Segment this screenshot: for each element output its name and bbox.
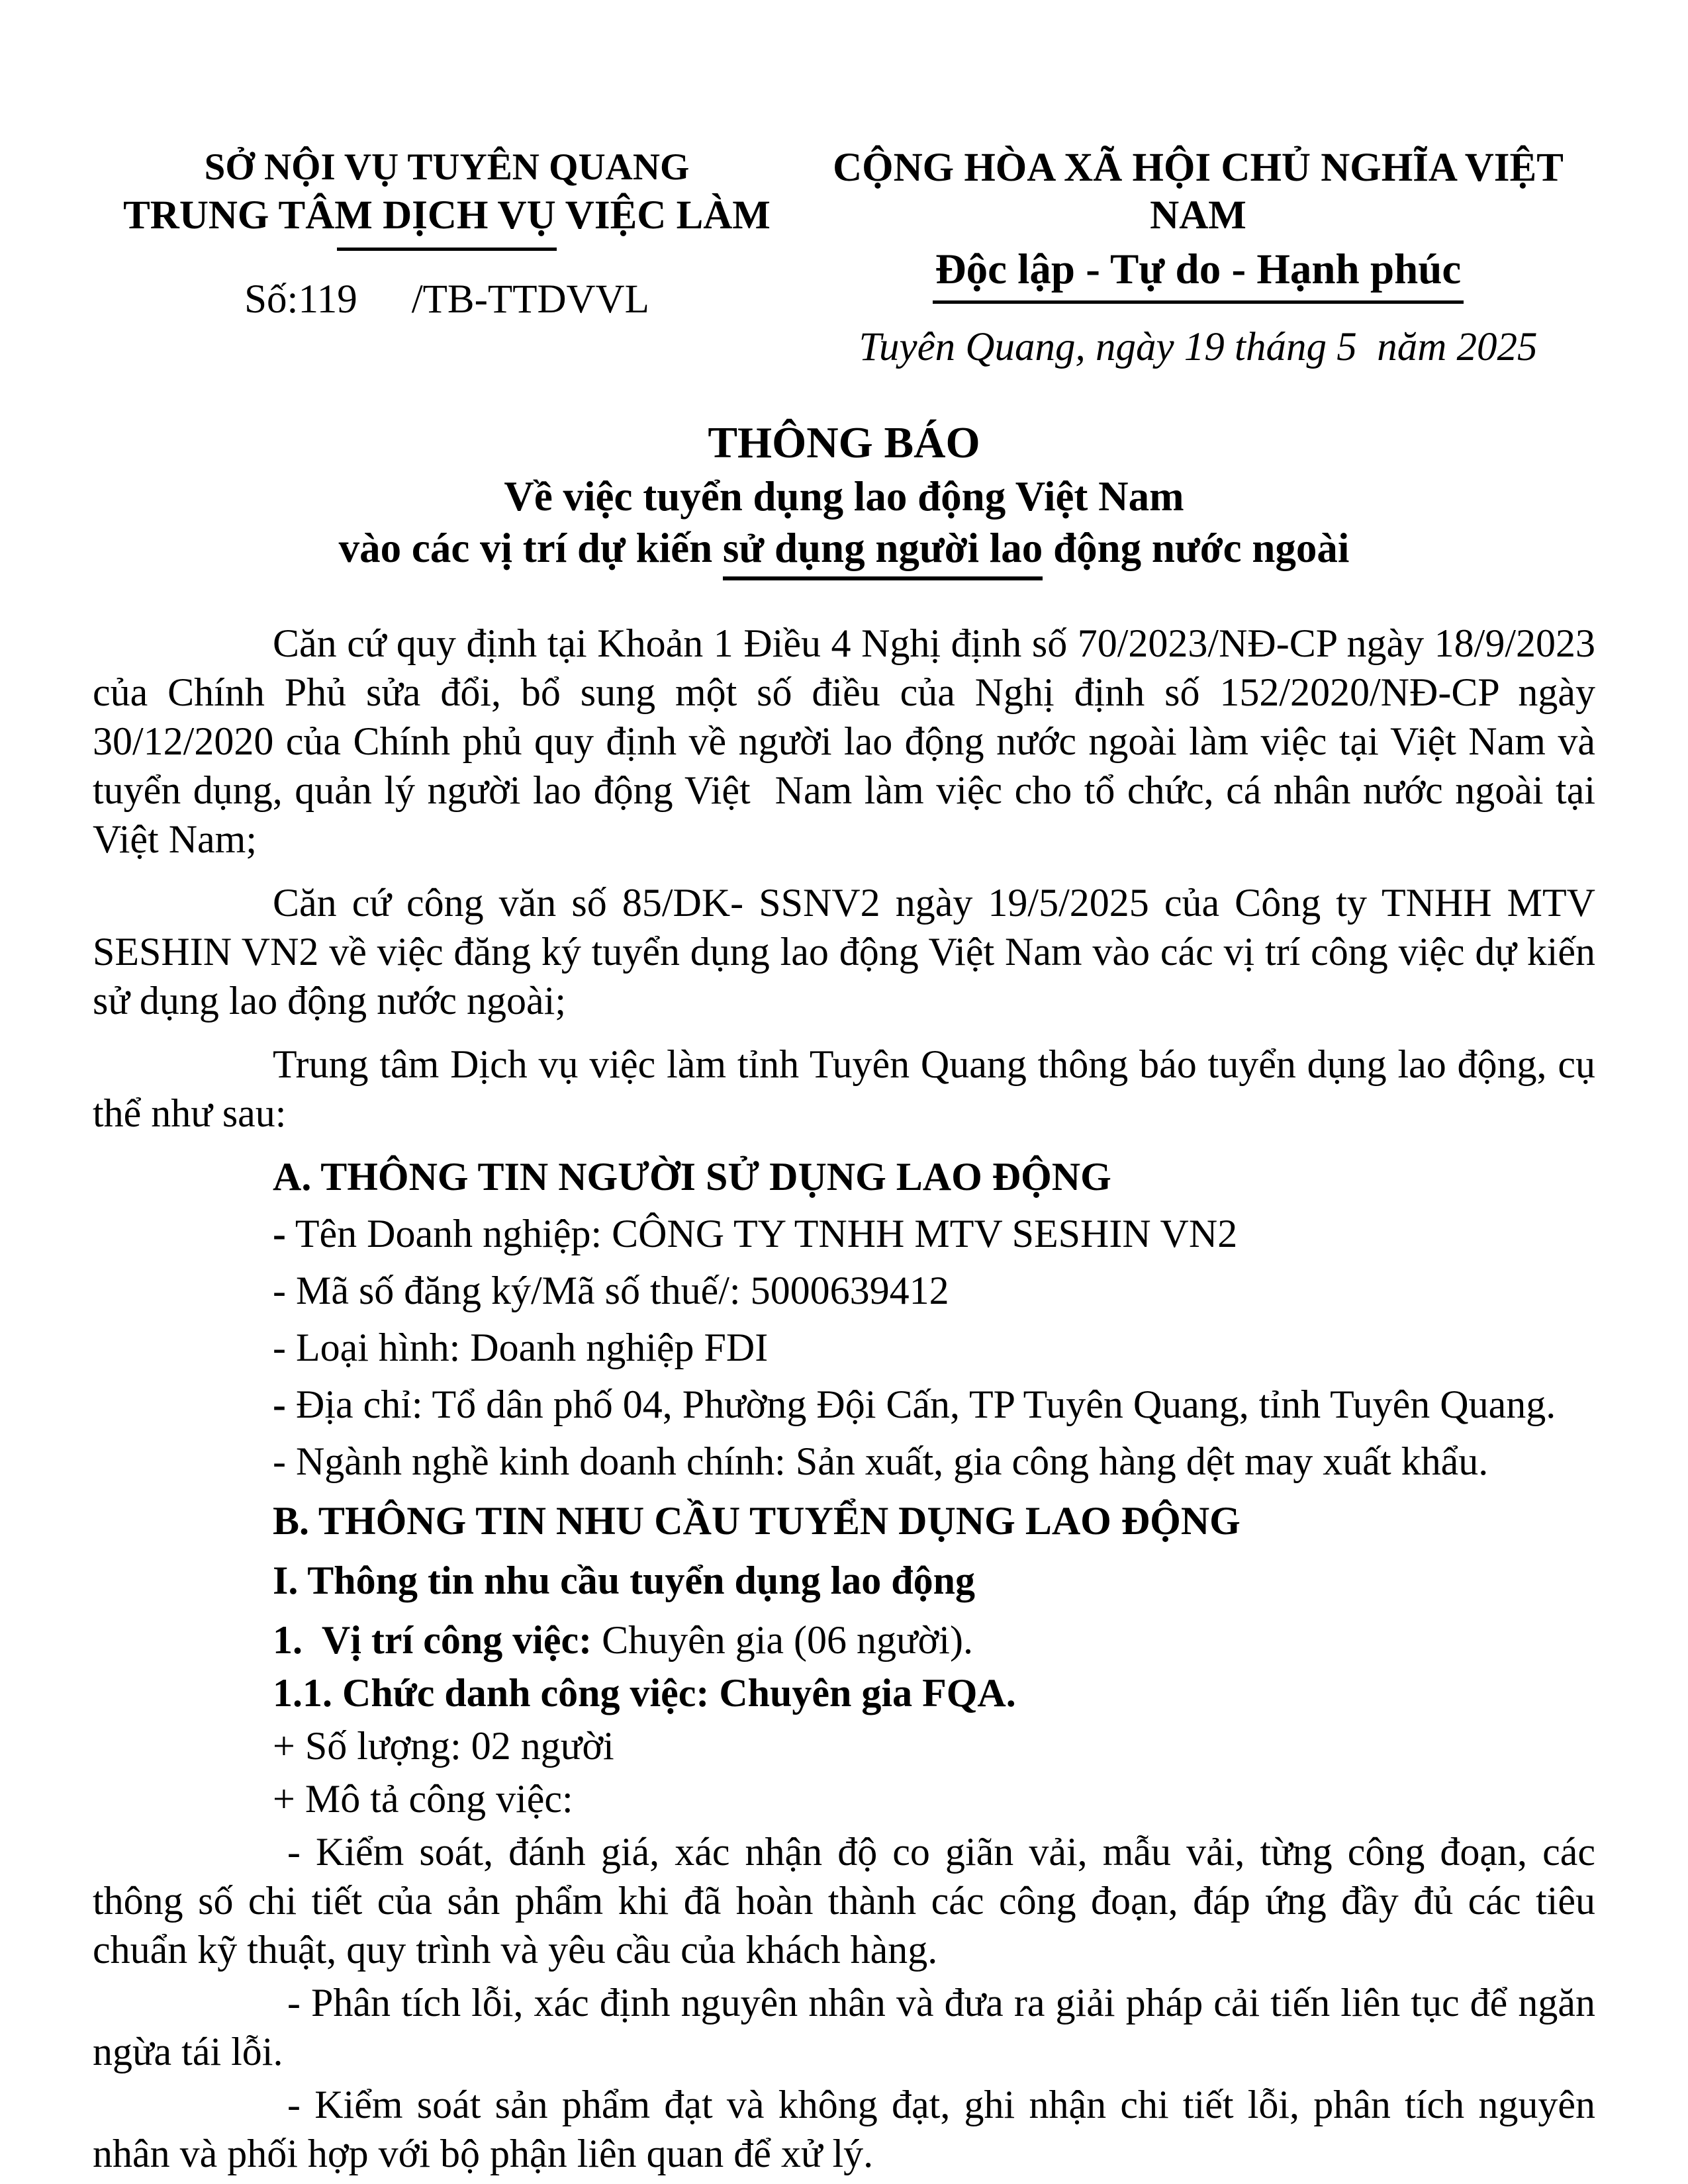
company-name-item	[93, 1209, 1595, 1258]
job-description-item-2: - Phân tích lỗi, xác định nguyên nhân và đưa ra giải pháp cải tiến liên tục để ngăn ngừa tái lỗi.	[93, 1981, 1605, 2073]
subtitle2-post-text: động nước ngoài	[1043, 525, 1350, 571]
job-description-label: + Mô tả công việc:	[273, 1777, 573, 1821]
address-text: Địa chỉ: Tổ dân phố 04, Phường Đội Cấn, TP Tuyên Quang, tỉnh Tuyên Quang.	[285, 1383, 1556, 1426]
industry-item: - Ngành nghề kinh doanh chính: Sản xuất, gia công hàng dệt may xuất khẩu.	[273, 1439, 1489, 1483]
document-subtitle-line1: Về việc tuyển dụng lao động Việt Nam	[504, 473, 1184, 520]
document-number-symbol: /TB-TTDVVL	[411, 277, 649, 322]
national-motto: Độc lập - Tự do - Hạnh phúc	[933, 245, 1464, 304]
intro-paragraph: Trung tâm Dịch vụ việc làm tỉnh Tuyên Quang thông báo tuyển dụng lao động, cụ thể như sau:	[93, 1042, 1605, 1135]
document-number-value: Số:119	[244, 277, 357, 322]
place-dateline: Tuyên Quang, ngày 19 tháng 5 năm 2025	[859, 325, 1538, 369]
document-number-line	[93, 275, 801, 325]
document-title-block	[0, 415, 1688, 580]
address-item	[93, 1380, 1595, 1429]
company-type-item: - Loại hình: Doanh nghiệp FDI	[273, 1326, 769, 1369]
national-header-block	[801, 144, 1595, 373]
tax-code-item: - Mã số đăng ký/Mã số thuế/: 5000639412	[273, 1269, 949, 1312]
document-header	[0, 0, 1688, 373]
agency-underline-rule	[337, 248, 557, 251]
position-label: 1. Vị trí công việc:	[273, 1618, 592, 1662]
item-dash: -	[273, 1212, 286, 1255]
legal-basis-paragraph-2: Căn cứ công văn số 85/DK- SSNV2 ngày 19/5/2025 của Công ty TNHH MTV SESHIN VN2 về việc đăng ký tuyển dụng lao động Việt Nam vào các vị trí công việc dự kiến sử dụng lao động nước ngoài;	[93, 881, 1605, 1023]
position-line	[93, 1615, 1595, 1664]
position-1-1-heading: 1.1. Chức danh công việc: Chuyên gia FQA.	[273, 1671, 1016, 1715]
item-dash: -	[273, 1383, 286, 1426]
legal-basis-paragraph-1: Căn cứ quy định tại Khoản 1 Điều 4 Nghị định số 70/2023/NĐ-CP ngày 18/9/2023 của Chính Phủ sửa đổi, bổ sung một số điều của Nghị định số 152/2020/NĐ-CP ngày 30/12/2020 của Chính phủ quy định về người lao động nước ngoài làm việc tại Việt Nam và tuyển dụng, quản lý người lao động Việt Nam làm việc cho tổ chức, cá nhân nước ngoài tại Việt Nam;	[93, 621, 1605, 861]
section-b-heading: B. THÔNG TIN NHU CẦU TUYỂN DỤNG LAO ĐỘNG	[273, 1499, 1241, 1543]
document-subtitle-line2	[0, 522, 1688, 580]
national-title: CỘNG HÒA XÃ HỘI CHỦ NGHĨA VIỆT NAM	[833, 146, 1564, 238]
agency-name: TRUNG TÂM DỊCH VỤ VIỆC LÀM	[123, 193, 771, 238]
document-title: THÔNG BÁO	[708, 418, 980, 467]
subtitle2-underlined-text: sử dụng người lao	[723, 522, 1043, 580]
section-a-heading: A. THÔNG TIN NGƯỜI SỬ DỤNG LAO ĐỘNG	[273, 1155, 1111, 1199]
subtitle2-pre-text: vào các vị trí dự kiến	[338, 525, 723, 571]
document-body	[0, 619, 1688, 2178]
section-b-sub-i-heading: I. Thông tin nhu cầu tuyển dụng lao động	[273, 1559, 976, 1602]
position-value: Chuyên gia (06 người).	[592, 1618, 973, 1662]
job-description-item-3: - Kiểm soát sản phẩm đạt và không đạt, ghi nhận chi tiết lỗi, phân tích nguyên nhân và phối hợp với bộ phận liên quan để xử lý.	[93, 2083, 1605, 2175]
job-description-item-1: - Kiểm soát, đánh giá, xác nhận độ co giãn vải, mẫu vải, từng công đoạn, các thông số chi tiết của sản phẩm khi đã hoàn thành các công đoạn, đáp ứng đầy đủ các tiêu chuẩn kỹ thuật, quy trình và yêu cầu của khách hàng.	[93, 1830, 1605, 1972]
company-name-text: Tên Doanh nghiệp: CÔNG TY TNHH MTV SESHIN VN2	[285, 1212, 1238, 1255]
parent-agency-name: SỞ NỘI VỤ TUYÊN QUANG	[204, 146, 690, 188]
issuing-agency-block	[93, 144, 801, 373]
quantity-line: + Số lượng: 02 người	[273, 1724, 614, 1768]
national-motto-line	[801, 240, 1595, 304]
